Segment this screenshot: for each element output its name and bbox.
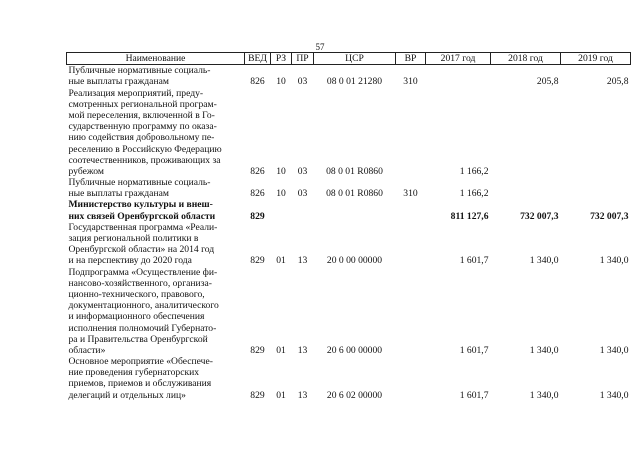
cell-csr: 08 0 01 21280 (326, 76, 383, 88)
cell-y2017: 1 601,7 (459, 255, 489, 267)
column-header-y2018: 2018 год (491, 53, 561, 65)
cell-vr (396, 222, 426, 267)
row-name-line: нию содействия добровольному пе- (68, 132, 215, 144)
row-name-line: ра и Правительства Оренбургской (68, 333, 208, 345)
row-name (67, 267, 245, 357)
cell-y2018: 1 340,0 (529, 389, 559, 401)
cell-pr: 13 (297, 389, 308, 401)
cell-y2017 (426, 65, 491, 88)
cell-vr (396, 356, 426, 401)
row-name-line: приемов, приемов и обслуживания (68, 378, 212, 390)
row-name-line: соотечественников, проживающих за (68, 154, 221, 166)
table-header (67, 53, 631, 65)
cell-ved: 826 (250, 76, 265, 88)
cell-pr: 13 (297, 255, 308, 267)
row-name-line: области» (68, 344, 106, 356)
row-name (67, 177, 245, 199)
row-name-line: рубежом (68, 165, 104, 177)
cell-pr: 03 (297, 165, 308, 177)
column-header-y2017: 2017 год (426, 53, 491, 65)
row-name-line: мой переселения, включенной в Го- (68, 109, 215, 121)
column-header-pr: ПР (292, 53, 314, 65)
row-name-line: Публичные нормативные социаль- (68, 65, 211, 77)
row-name-line: исполнения полномочий Губернато- (68, 322, 217, 334)
page-number: 57 (315, 42, 325, 52)
row-name-line: Оренбургской области» на 2014 год (68, 244, 215, 256)
cell-y2019: 1 340,0 (599, 255, 629, 267)
cell-rz: 01 (276, 389, 286, 401)
column-header-vr: ВР (396, 53, 426, 65)
cell-ved: 829 (250, 255, 265, 267)
cell-y2019 (561, 177, 631, 199)
cell-y2019: 732 007,3 (590, 210, 629, 222)
row-name (67, 65, 245, 88)
row-name-line: ние проведения губернаторских (68, 367, 200, 379)
cell-rz: 10 (276, 76, 286, 88)
cell-ved: 829 (250, 210, 265, 222)
cell-vr (396, 267, 426, 357)
row-name-line: зация региональной политики в (68, 233, 199, 245)
cell-vr (396, 88, 426, 178)
cell-y2018: 1 340,0 (529, 344, 559, 356)
row-name (67, 199, 245, 221)
cell-y2017: 811 127,6 (450, 210, 489, 222)
row-name-line: и информационного обеспечения (68, 311, 205, 323)
cell-pr: 03 (297, 188, 308, 200)
row-name-line: реселению в Российскую Федерацию (68, 143, 222, 155)
row-name-line: документационного, аналитического (68, 300, 219, 312)
cell-rz: 10 (276, 165, 286, 177)
row-name-line: ционно-технического, правового, (68, 288, 205, 300)
cell-vr: 310 (403, 188, 418, 200)
column-header-y2019: 2019 год (561, 53, 631, 65)
row-name-line: Подпрограмма «Осуществление фи- (68, 266, 218, 278)
row-name-line: них связей Оренбургской области (68, 210, 216, 222)
cell-rz: 01 (276, 344, 286, 356)
cell-y2017: 1 166,2 (459, 165, 489, 177)
table-row (67, 267, 631, 357)
column-header-csr: ЦСР (314, 53, 396, 65)
column-header-ved: ВЕД (245, 53, 271, 65)
table-row (67, 65, 631, 88)
cell-y2019: 1 340,0 (599, 389, 629, 401)
table-row (67, 88, 631, 178)
cell-pr: 13 (297, 344, 308, 356)
cell-y2018: 732 007,3 (520, 210, 559, 222)
cell-y2017: 1 166,2 (459, 188, 489, 200)
cell-rz: 01 (276, 255, 286, 267)
row-name-line: нансово-хозяйственного, организа- (68, 277, 212, 289)
cell-y2019: 205,8 (606, 76, 629, 88)
cell-pr: 03 (297, 76, 308, 88)
row-name (67, 88, 245, 178)
row-name-line: Министерство культуры и внеш- (68, 199, 213, 211)
row-name-line: Реализация мероприятий, преду- (68, 87, 204, 99)
cell-pr (292, 199, 314, 221)
cell-y2018: 1 340,0 (529, 255, 559, 267)
column-header-rz: РЗ (271, 53, 292, 65)
row-name-line: и на перспективу до 2020 года (68, 255, 192, 267)
table-row (67, 177, 631, 199)
cell-y2017: 1 601,7 (459, 389, 489, 401)
row-name-line: делегаций и отдельных лиц» (68, 389, 186, 401)
cell-vr (396, 199, 426, 221)
row-name-line: Государственная программа «Реали- (68, 221, 218, 233)
table-row (67, 356, 631, 401)
row-name-line: ные выплаты гражданам (68, 76, 169, 88)
cell-csr: 20 6 00 00000 (326, 344, 383, 356)
budget-table (66, 52, 631, 401)
cell-y2019: 1 340,0 (599, 344, 629, 356)
cell-ved: 826 (250, 165, 265, 177)
cell-y2018 (491, 88, 561, 178)
cell-csr: 08 0 01 R0860 (326, 188, 383, 200)
row-name-line: Основное мероприятие «Обеспече- (68, 356, 213, 368)
cell-csr: 08 0 01 R0860 (326, 165, 383, 177)
cell-ved: 829 (250, 389, 265, 401)
cell-ved: 829 (250, 344, 265, 356)
row-name-line: Публичные нормативные социаль- (68, 177, 211, 189)
column-header-name: Наименование (67, 53, 245, 65)
cell-y2018 (491, 177, 561, 199)
cell-csr: 20 6 02 00000 (326, 389, 383, 401)
row-name (67, 222, 245, 267)
table-body (67, 65, 631, 401)
row-name-line: смотренных региональной програм- (68, 98, 217, 110)
cell-vr: 310 (403, 76, 418, 88)
table-row (67, 199, 631, 221)
cell-csr: 20 0 00 00000 (326, 255, 383, 267)
table-row (67, 222, 631, 267)
cell-ved: 826 (250, 188, 265, 200)
row-name (67, 356, 245, 401)
cell-csr (314, 199, 396, 221)
cell-rz: 10 (276, 188, 286, 200)
row-name-line: ные выплаты гражданам (68, 188, 169, 200)
cell-y2018: 205,8 (536, 76, 559, 88)
cell-y2019 (561, 88, 631, 178)
cell-rz (271, 199, 292, 221)
cell-y2017: 1 601,7 (459, 344, 489, 356)
row-name-line: сударственную программу по оказа- (68, 121, 217, 133)
